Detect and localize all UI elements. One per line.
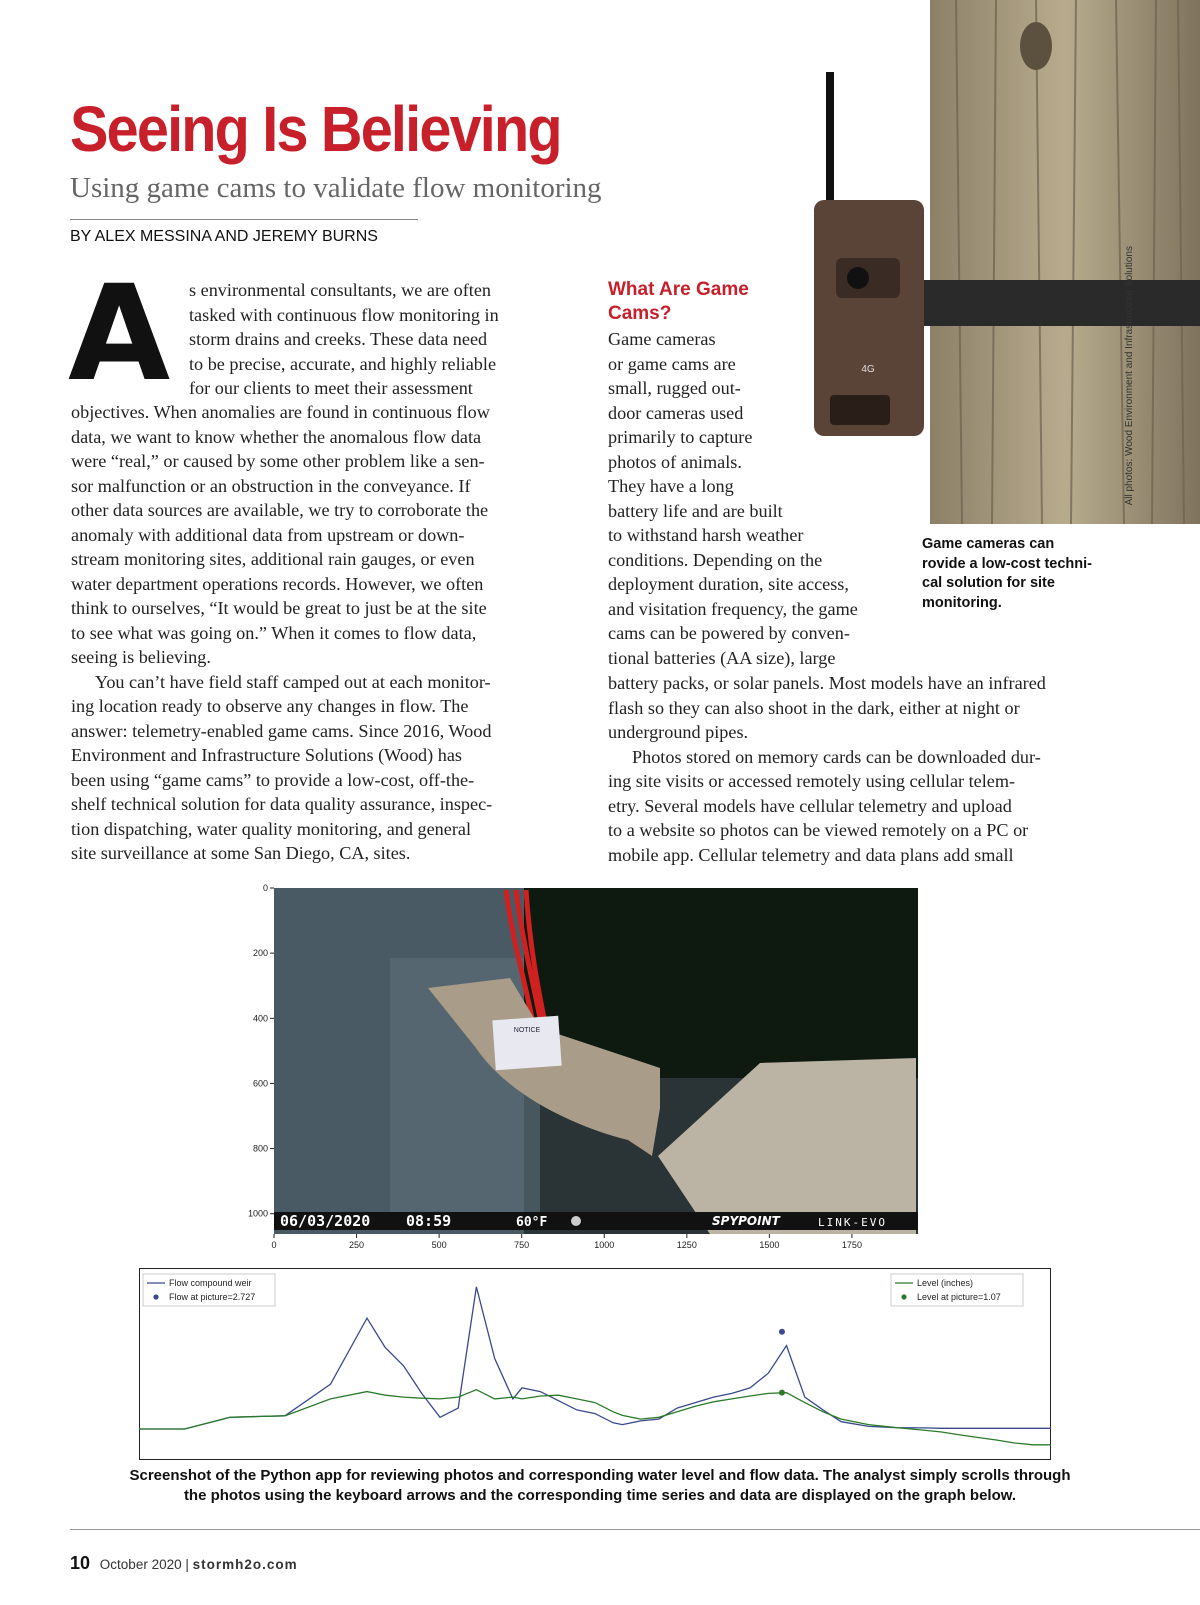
text-line: ing site visits or accessed remotely using cellular telem- [608,771,1016,791]
text-line: sor malfunction or an obstruction in the conveyance. If [71,475,471,496]
image-y-axis [248,883,274,1219]
text-line: primarily to capture [608,427,753,447]
photo-credit-wrapper [1124,0,1140,506]
col2-text [608,671,1046,867]
text-line: small, rugged out- [608,378,741,398]
image-y-tick-label: 800 [252,1143,268,1154]
antenna [826,72,834,212]
text-line: for our clients to meet their assessment [189,378,473,398]
stamp-temp: 60°F [516,1215,548,1230]
page-footer [70,1553,298,1574]
image-y-tick-label: 1000 [247,1208,268,1219]
image-x-tick-label: 0 [271,1240,277,1250]
photo-credit: All photos: Wood Environment and Infrastructure Solutions [1124,246,1135,506]
footer-separator: | [185,1557,189,1572]
image-y-tick-label: 400 [252,1013,268,1024]
notice-sign [492,1016,561,1070]
moon-icon [571,1216,581,1226]
image-x-tick-label: 1500 [759,1240,780,1250]
legend-flow-picture-label: Flow at picture=2.727 [169,1292,256,1302]
image-x-axis [271,1234,861,1250]
text-line: Photos stored on memory cards can be downloaded dur- [632,746,1041,767]
photo-caption [922,535,1092,613]
legend-flow-marker [153,1294,158,1299]
footer-divider [70,1529,1200,1530]
text-line: door cameras used [608,402,744,423]
image-y-tick-label: 0 [262,883,268,893]
text-line: tion dispatching, water quality monitoring, and general [71,818,472,839]
text-line: photos of animals. [608,451,742,472]
text-line: site surveillance at some San Diego, CA, sites. [71,843,411,863]
caption-line: monitoring. [922,594,1002,611]
text-line: storm drains and creeks. These data need [189,329,488,349]
text-line: You can’t have field staff camped out at each monitor- [95,671,491,692]
tree-trunk [930,0,1200,524]
time-series-chart [139,1268,1051,1460]
col1-text [71,400,492,866]
image-x-tick-label: 750 [514,1240,530,1250]
text-line: been using “game cams” to provide a low-cost, off-the- [71,769,475,790]
text-line: They have a long [608,476,734,496]
stamp-time: 08:59 [406,1212,452,1230]
figure-caption [60,1466,1140,1506]
legend-flow-label: Flow compound weir [169,1278,252,1288]
text-line: battery packs, or solar panels. Most models have an infrared [608,673,1046,693]
article-subtitle: Using game cams to validate flow monitoring [70,172,602,204]
mounting-strap [924,280,1200,326]
sidebar-heading-line: What Are Game [608,279,749,300]
game-camera-illustration [861,0,1200,524]
text-line: anomaly with additional data from upstream or down- [71,524,465,545]
title-divider [70,219,418,220]
legend-left [143,1274,275,1306]
camera-screenshot-figure [240,878,920,1273]
text-line: answer: telemetry-enabled game cams. Since 2016, Wood [71,720,492,741]
notice-label: NOTICE [513,1027,541,1034]
text-line: think to ourselves, “It would be great to just be at the site [71,598,487,618]
sidebar-heading-line: Cams? [608,303,672,324]
caption-line: Game cameras can [922,536,1055,552]
text-line: to see what was going on.” When it comes to flow data, [71,622,477,643]
article-title: Seeing Is Believing [70,93,561,165]
camera-badge: 4G [861,364,875,375]
stamp-date: 06/03/2020 [280,1212,371,1230]
caption-line: cal solution for site [922,575,1055,591]
image-x-tick-label: 1750 [841,1240,862,1250]
text-line: conditions. Depending on the [608,549,823,570]
tree-knot [1020,22,1052,70]
text-line: objectives. When anomalies are found in continuous flow [71,402,490,422]
camera-screenshot [240,878,920,1273]
text-line: Environment and Infrastructure Solutions (Wood) has [71,745,462,765]
text-line: cams can be powered by conven- [608,623,850,643]
footer-issue: October 2020 [99,1557,182,1572]
drop-cap: A [68,257,171,411]
text-line: battery life and are built [608,500,783,521]
image-x-tick-label: 250 [349,1240,365,1250]
text-line: to be precise, accurate, and highly reliable [189,353,497,374]
legend-level-picture-label: Level at picture=1.07 [917,1292,1001,1302]
image-x-tick-label: 1000 [594,1240,615,1250]
legend-level-label: Level (inches) [917,1278,974,1288]
text-line: or game cams are [608,353,736,374]
text-line: to a website so photos can be viewed remotely on a PC or [608,820,1029,840]
caption-line: the photos using the keyboard arrows and the corresponding time series and data are displayed on the graph below. [183,1487,1017,1504]
text-line: tasked with continuous flow monitoring in [189,304,499,325]
camera-lens [847,267,869,289]
text-line: etry. Several models have cellular telemetry and upload [608,795,1012,816]
text-line: stream monitoring sites, additional rain gauges, or even [71,549,475,569]
flow-picture-marker [779,1329,785,1335]
text-line: water department operations records. However, we often [71,573,484,594]
col1-wrapped-text [189,278,499,401]
level-picture-marker [779,1390,785,1396]
stamp-brand: SPYPOINT [712,1214,780,1228]
text-line: tional batteries (AA size), large [608,647,836,668]
text-line: and visitation frequency, the game [608,598,858,619]
text-line: seeing is believing. [71,647,211,667]
chart-svg [139,1268,1051,1460]
stamp-model: LINK-EVO [818,1216,887,1229]
image-x-tick-label: 500 [431,1240,447,1250]
text-line: s environmental consultants, we are often [189,280,492,300]
caption-line: Screenshot of the Python app for reviewing photos and corresponding water level and flow data. The analyst simply scrolls through [129,1467,1071,1484]
legend-right [891,1274,1023,1306]
text-line: data, we want to know whether the anomalous flow data [71,426,482,447]
page-number: 10 [70,1553,91,1573]
text-line: to withstand harsh weather [608,525,804,545]
legend-level-marker [901,1294,906,1299]
image-y-tick-label: 600 [252,1078,268,1089]
text-line: deployment duration, site access, [608,574,849,594]
text-line: ing location ready to observe any changes in flow. The [71,696,469,716]
image-x-tick-label: 1250 [676,1240,697,1250]
text-line: were “real,” or caused by some other problem like a sen- [71,451,485,471]
text-line: underground pipes. [608,722,749,742]
byline: BY ALEX MESSINA AND JEREMY BURNS [70,228,378,245]
footer-site: stormh2o.com [192,1557,298,1572]
text-line: mobile app. Cellular telemetry and data plans add small [608,844,1014,865]
text-line: other data sources are available, we try to corroborate the [71,500,489,520]
text-line: flash so they can also shoot in the dark, either at night or [608,697,1020,718]
game-camera-photo [861,0,1200,524]
text-line: shelf technical solution for data quality assurance, inspec- [71,794,493,814]
caption-line: rovide a low-cost techni- [922,555,1092,572]
image-y-tick-label: 200 [252,948,268,959]
text-line: Game cameras [608,329,716,349]
sidebar-heading [608,278,749,326]
